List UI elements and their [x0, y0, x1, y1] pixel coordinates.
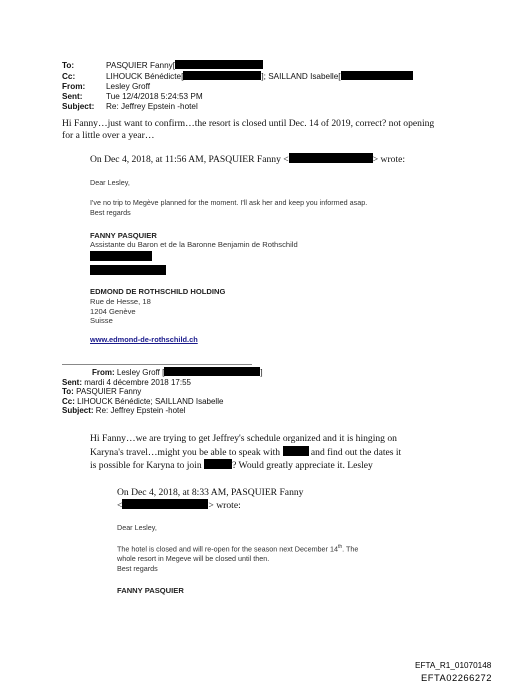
body-line: for a little over a year… [62, 130, 155, 141]
cc-row-2 [62, 397, 263, 407]
quote-intro-2 [117, 487, 303, 512]
quote-intro-text: On Dec 4, 2018, at 8:33 AM, PASQUIER Fanny [117, 487, 304, 498]
bates-number-2: EFTA02266272 [421, 672, 492, 683]
to-label-2: To: [62, 387, 74, 397]
sent-label-2: Sent: [62, 377, 82, 387]
sent-label: Sent: [62, 92, 83, 101]
cc-value-2: LIHOUCK Bénédicte; SAILLAND Isabelle [77, 396, 224, 406]
email-header-1 [62, 60, 413, 112]
quote-text: . The [342, 544, 359, 554]
cc-value: LIHOUCK Bénédicte[ [106, 72, 184, 81]
body-line: Hi Fanny…we are trying to get Jeffrey's schedule organized and it is hinging on [90, 433, 397, 444]
quote-text-2b: whole resort in Megeve will be closed until then. [117, 554, 270, 563]
quote-intro-text-end: > wrote: [372, 154, 406, 165]
subject-label: Subject: [62, 102, 95, 111]
message-body-1 [62, 118, 434, 142]
to-row [62, 60, 413, 71]
subject-value: Re: Jeffrey Epstein -hotel [106, 102, 198, 111]
from-value: Lesley Groff [106, 82, 150, 91]
redaction-box [283, 446, 309, 456]
subject-row-2 [62, 406, 263, 416]
sent-value-2: mardi 4 décembre 2018 17:55 [84, 377, 191, 387]
to-value-2: PASQUIER Fanny [76, 387, 142, 397]
from-row [62, 82, 413, 92]
to-row-2 [62, 387, 263, 397]
redaction-box [341, 71, 413, 80]
sent-value: Tue 12/4/2018 5:24:53 PM [106, 92, 203, 101]
signature-name: FANNY PASQUIER [90, 231, 157, 240]
email-header-2 [62, 367, 263, 416]
body-line [90, 446, 401, 460]
body-line: Hi Fanny…just want to confirm…the resort is closed until Dec. 14 of 2019, correct? not opening [62, 118, 435, 129]
body-text: ? Would greatly appreciate it. Lesley [232, 460, 373, 471]
redaction-box [164, 367, 263, 377]
quote-intro-1 [90, 153, 405, 166]
from-label-2: From: [92, 368, 115, 377]
quote-greeting-2: Dear Lesley, [117, 523, 157, 532]
cc-value-2: ]; SAILLAND Isabelle[ [261, 72, 341, 81]
bates-number-1: EFTA_R1_01070148 [415, 661, 492, 670]
body-text: Karyna's travel…might you be able to speak with [90, 446, 281, 458]
body-line [90, 459, 401, 473]
quote-intro-text-end: > wrote: [208, 500, 241, 511]
signature-address [90, 297, 151, 326]
signature-title: Assistante du Baron et de la Baronne Benjamin de Rothschild [90, 240, 298, 249]
subject-label-2: Subject: [62, 406, 94, 416]
address-line: Rue de Hesse, 18 [90, 297, 151, 306]
quote-text-2 [117, 543, 358, 554]
message-body-2 [90, 433, 401, 473]
quote-regards-1: Best regards [90, 208, 131, 217]
sent-row-2 [62, 378, 263, 388]
quote-signature-name-2: FANNY PASQUIER [117, 586, 184, 595]
subject-row [62, 102, 413, 112]
quote-text-1: I've no trip to Megève planned for the moment. I'll ask her and keep you informed asap. [90, 198, 368, 207]
body-text: and find out the dates it [310, 446, 402, 458]
redaction-box [175, 60, 263, 69]
redaction-box [90, 251, 152, 261]
bracket: ] [260, 368, 263, 377]
redaction-box [183, 71, 261, 80]
cc-label: Cc: [62, 72, 76, 81]
address-line: Suisse [90, 316, 113, 326]
superscript: th [337, 544, 343, 550]
quote-greeting-1: Dear Lesley, [90, 178, 130, 187]
angle-open: < [117, 500, 123, 511]
to-value: PASQUIER Fanny[ [106, 61, 176, 70]
from-value-2: Lesley Groff [ [116, 368, 165, 377]
redaction-box [122, 499, 208, 509]
to-label: To: [62, 61, 75, 70]
redaction-box [90, 265, 166, 275]
quote-intro-row [117, 499, 303, 512]
divider [62, 364, 252, 365]
cc-label-2: Cc: [62, 396, 75, 406]
address-line: 1204 Genève [90, 306, 136, 316]
sent-row [62, 92, 413, 102]
cc-row [62, 71, 413, 82]
redaction-box [289, 153, 373, 163]
from-label: From: [62, 82, 86, 91]
from-row-2 [62, 367, 263, 378]
signature-company: EDMOND DE ROTHSCHILD HOLDING [90, 287, 226, 296]
website-link[interactable]: www.edmond-de-rothschild.ch [90, 335, 198, 344]
redaction-box [204, 459, 232, 469]
body-text: is possible for Karyna to join [90, 460, 202, 471]
subject-value-2: Re: Jeffrey Epstein -hotel [95, 406, 186, 416]
quote-intro-text: On Dec 4, 2018, at 11:56 AM, PASQUIER Fanny < [90, 154, 289, 165]
quote-regards-2: Best regards [117, 564, 158, 573]
quote-text: The hotel is closed and will re-open for the season next December 14 [117, 544, 338, 554]
